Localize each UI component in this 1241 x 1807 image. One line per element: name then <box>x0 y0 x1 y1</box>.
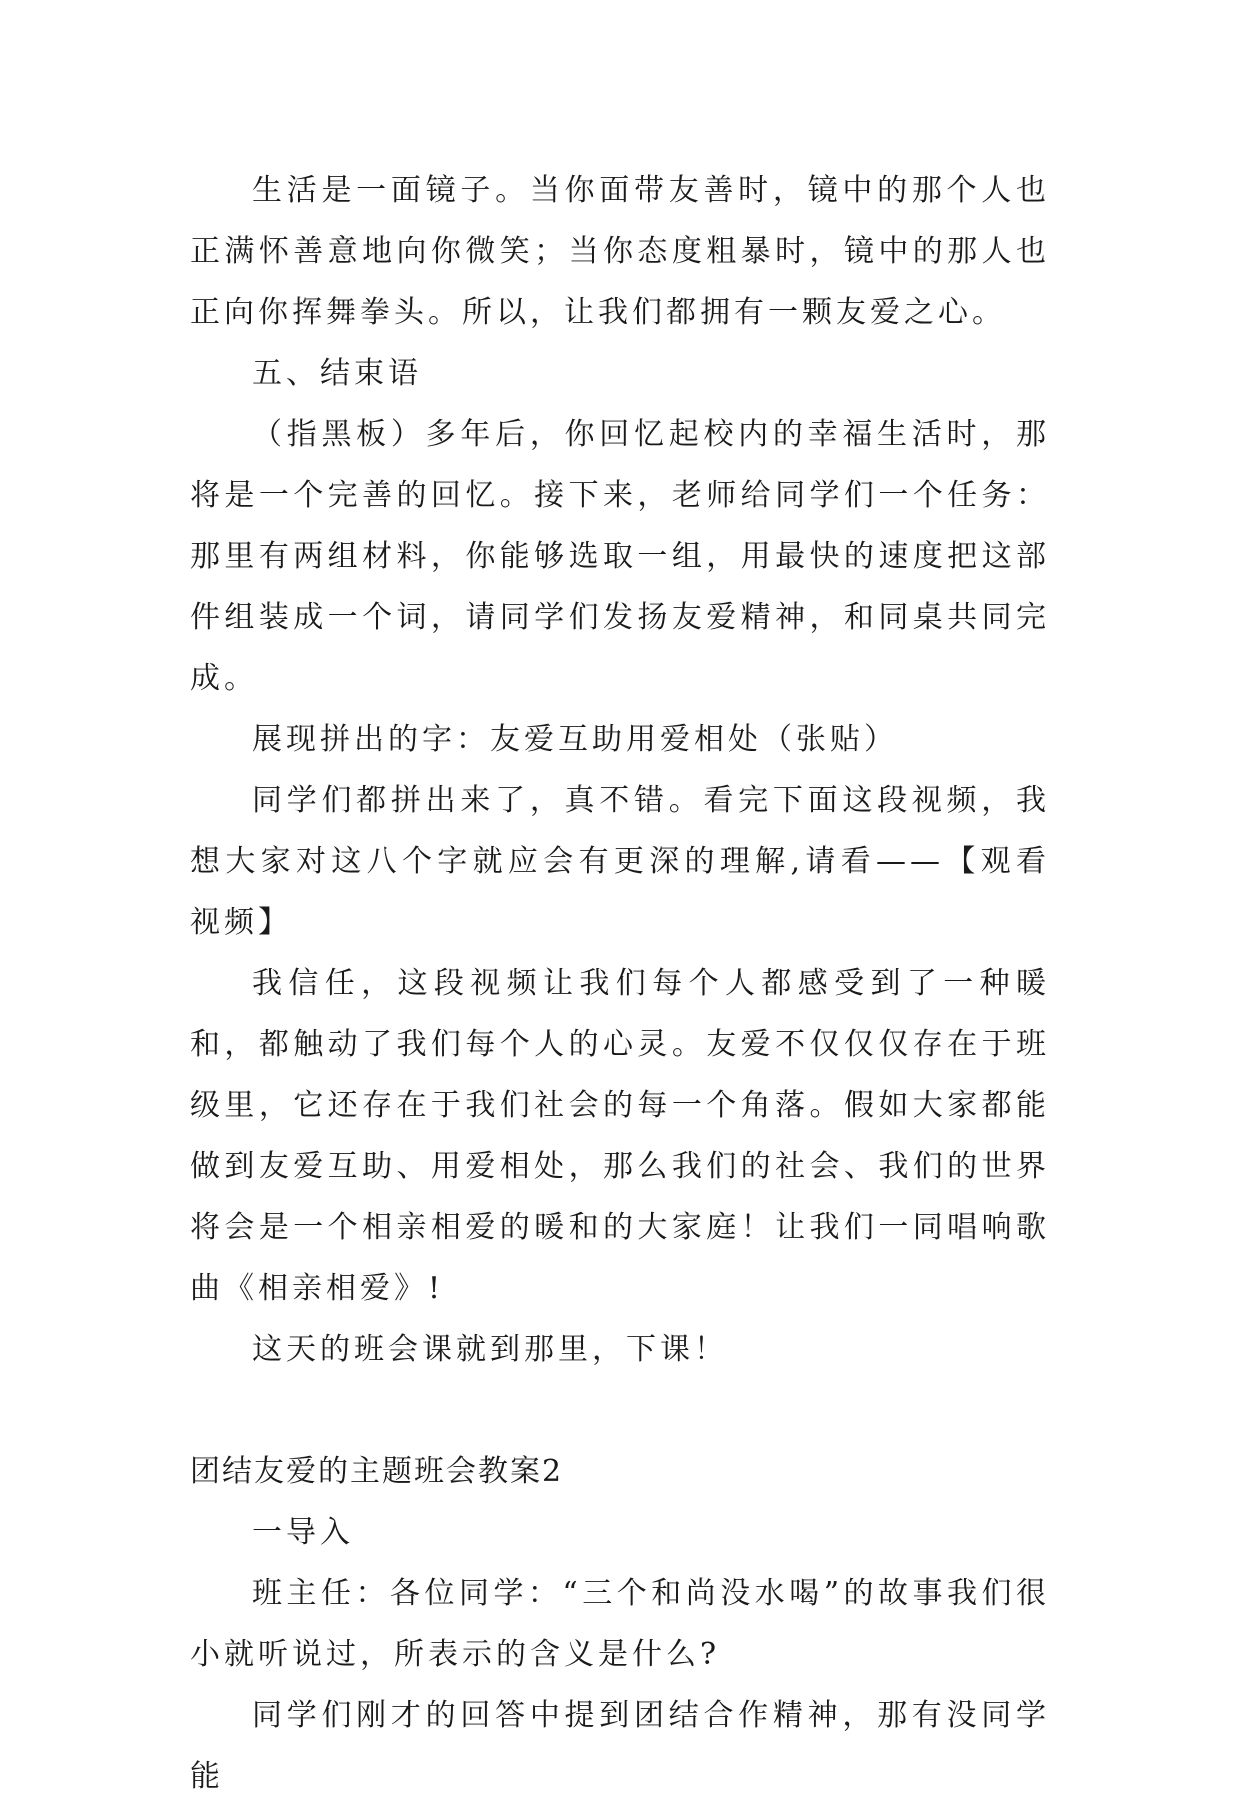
paragraph-teamwork: 同学们刚才的回答中提到团结合作精神，那有没同学能 <box>190 1698 1050 1794</box>
paragraph-class-dismissed: 这天的班会课就到那里，下课！ <box>252 1332 728 1367</box>
paragraph-teacher-question: 班主任：各位同学：“三个和尚没水喝”的故事我们很小就听说过，所表示的含义是什么? <box>190 1576 1050 1672</box>
section-spacer <box>190 1380 1050 1441</box>
paragraph-mirror: 生活是一面镜子。当你面带友善时，镜中的那个人也正满怀善意地向你微笑；当你态度粗暴时，镜中的那人也正向你挥舞拳头。所以，让我们都拥有一颗友爱之心。 <box>190 173 1050 330</box>
heading-closing-remarks: 五、结束语 <box>252 356 422 391</box>
paragraph-watch-video: 同学们都拼出来了，真不错。看完下面这段视频，我想大家对这八个字就应会有更深的理解,请看——【观看视频】 <box>190 783 1050 940</box>
paragraph-assembled-words: 展现拼出的字：友爱互助用爱相处（张贴） <box>252 722 898 757</box>
document-body <box>190 160 1050 1807</box>
paragraph-introduction: 一导入 <box>252 1515 354 1550</box>
section-title: 团结友爱的主题班会教案2 <box>190 1454 564 1489</box>
paragraph-video-reflection: 我信任，这段视频让我们每个人都感受到了一种暖和，都触动了我们每个人的心灵。友爱不仅仅仅存在于班级里，它还存在于我们社会的每一个角落。假如大家都能做到友爱互助、用爱相处，那么我们的社会、我们的世界将会是一个相亲相爱的暖和的大家庭！让我们一同唱响歌曲《相亲相爱》! <box>190 966 1050 1306</box>
paragraph-blackboard-task: （指黑板）多年后，你回忆起校内的幸福生活时，那将是一个完善的回忆。接下来，老师给同学们一个任务：那里有两组材料，你能够选取一组，用最快的速度把这部件组装成一个词，请同学们发扬友爱精神，和同桌共同完成。 <box>190 417 1050 696</box>
